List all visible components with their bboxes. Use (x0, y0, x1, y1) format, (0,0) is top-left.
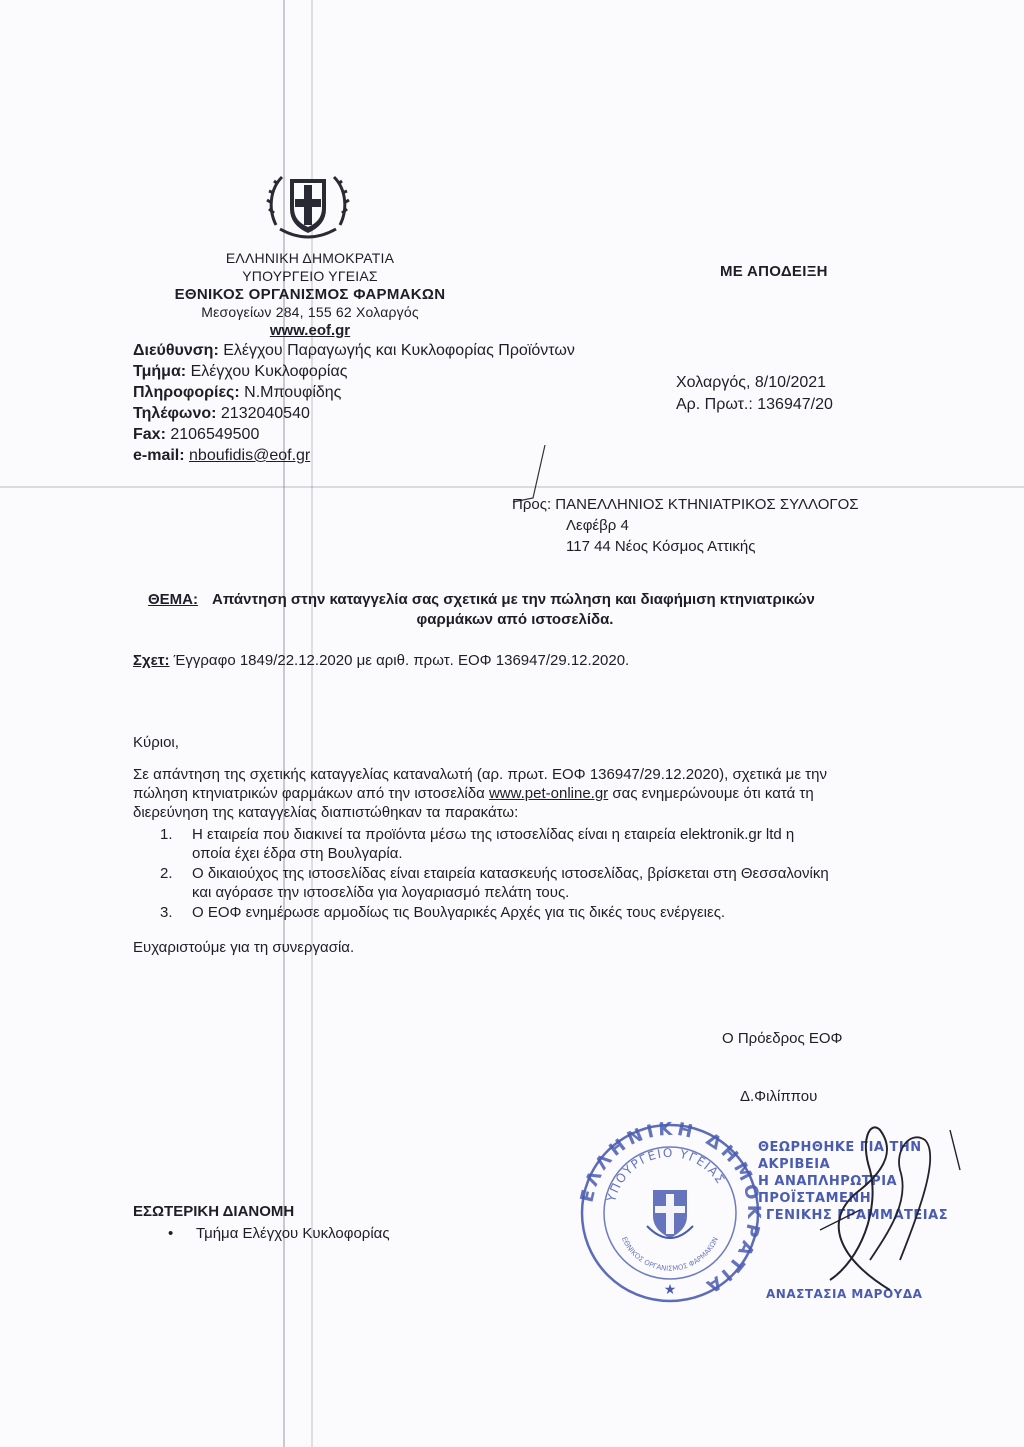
email-link[interactable]: nboufidis@eof.gr (189, 447, 311, 464)
protocol-number: Αρ. Πρωτ.: 136947/20 (676, 396, 833, 413)
email-row: e-mail: nboufidis@eof.gr (133, 447, 311, 464)
svg-text:ΕΘΝΙΚΟΣ ΟΡΓΑΝΙΣΜΟΣ ΦΑΡΜΑΚΩΝ (620, 1236, 720, 1273)
seal-outer-text: ΕΛΛΗΝΙΚΗ ΔΗΜΟΚΡΑΤΙΑ (576, 1118, 765, 1299)
p1-text-b: σας ενημερώνουμε ότι κατά τη (608, 785, 814, 802)
distribution-item-label: Τμήμα Ελέγχου Κυκλοφορίας (196, 1225, 390, 1242)
list-item (160, 864, 920, 902)
recipient-block: Προς: ΠΑΝΕΛΛΗΝΙΟΣ ΚΤΗΝΙΑΤΡΙΚΟΣ ΣΥΛΛΟΓΟΣ Λεφέβρ 4 117 44 Νέος Κόσμος Αττικής (512, 496, 859, 555)
stamp-line-1: ΘΕΩΡΗΘΗΚΕ ΓΙΑ ΤΗΝ ΑΚΡΙΒΕΙΑ (758, 1140, 922, 1172)
phone-label: Τηλέφωνο (133, 405, 212, 422)
p1-line-3: διερεύνηση της καταγγελίας διαπιστώθηκαν τα παρακάτω: (133, 804, 519, 821)
list-item (160, 825, 920, 863)
svg-text:★: ★ (663, 1281, 677, 1297)
stamp-line-3: ΓΕΝΙΚΗΣ ΓΡΑΜΜΑΤΕΙΑΣ (766, 1208, 949, 1223)
organization-name: ΕΘΝΙΚΟΣ ΟΡΓΑΝΙΣΜΟΣ ΦΑΡΜΑΚΩΝ (174, 286, 446, 303)
phone-value: 2132040540 (220, 405, 310, 422)
distribution-item (168, 1224, 390, 1243)
recipient-street: Λεφέβρ 4 (566, 517, 629, 534)
list-item-text: Η εταιρεία που διακινεί τα προϊόντα μέσω της ιστοσελίδας είναι η εταιρεία elektronik.gr ltd η (192, 826, 795, 843)
list-item-text-cont: οποία έχει έδρα στη Βουλγαρία. (192, 845, 403, 862)
receipt-note: ΜΕ ΑΠΟΔΕΙΞΗ (720, 263, 828, 280)
distribution-title: ΕΣΩΤΕΡΙΚΗ ΔΙΑΝΟΜΗ (133, 1203, 295, 1220)
reference-label: Σχετ: (133, 652, 170, 669)
subject-line-2: φαρμάκων από ιστοσελίδα. (416, 611, 614, 628)
seal-bottom-text: ΕΘΝΙΚΟΣ ΟΡΓΑΝΙΣΜΟΣ ΦΑΡΜΑΚΩΝ (619, 1235, 720, 1273)
info-row: Πληροφορίες: Ν.Μπουφίδης (133, 384, 342, 401)
thanks-line: Ευχαριστούμε για τη συνεργασία. (133, 939, 355, 956)
reference-text: Έγγραφο 1849/22.12.2020 με αριθ. πρωτ. ΕΟΦ 136947/29.12.2020. (173, 652, 630, 669)
recipient-label: Προς (512, 496, 547, 513)
fax-value: 2106549500 (170, 426, 260, 443)
state-name: ΕΛΛΗΝΙΚΗ ΔΗΜΟΚΡΑΤΙΑ (225, 250, 395, 266)
list-item-text-cont: και αγόρασε την ιστοσελίδα για λογαριασμό πελάτη τους. (192, 884, 570, 901)
department-row: Τμήμα: Ελέγχου Κυκλοφορίας (133, 363, 348, 380)
email-label: e-mail (133, 447, 180, 464)
round-seal-icon (575, 1118, 765, 1313)
recipient-city: 117 44 Νέος Κόσμος Αττικής (566, 538, 756, 555)
signatory-name: Δ.Φιλίππου (740, 1088, 818, 1105)
list-item-number: 1. (160, 826, 173, 843)
bullet-icon: • (168, 1225, 174, 1242)
stamp-signer-name: ΑΝΑΣΤΑΣΙΑ ΜΑΡΟΥΔΑ (766, 1287, 923, 1301)
info-value: Ν.Μπουφίδης (244, 384, 342, 401)
reference-line (133, 651, 629, 670)
info-label: Πληροφορίες (133, 384, 235, 401)
recipient-name: ΠΑΝΕΛΛΗΝΙΟΣ ΚΤΗΝΙΑΤΡΙΚΟΣ ΣΥΛΛΟΓΟΣ (555, 496, 859, 513)
department-label: Τμήμα (133, 363, 181, 380)
directorate-row: Διεύθυνση: Ελέγχου Παραγωγής και Κυκλοφορίας Προϊόντων (133, 342, 575, 359)
list-item-text: Ο δικαιούχος της ιστοσελίδας είναι εταιρεία κατασκευής ιστοσελίδας, βρίσκεται στη Θεσσαλονίκη (192, 865, 829, 882)
paragraph-1 (133, 765, 923, 822)
pet-online-link[interactable]: www.pet-online.gr (488, 785, 609, 802)
website-link[interactable]: www.eof.gr (269, 322, 351, 339)
list-item-text: Ο ΕΟΦ ενημέρωσε αρμοδίως τις Βουλγαρικές Αρχές για τις δικές τους ενέργειες. (192, 904, 726, 921)
organization-address: Μεσογείων 284, 155 62 Χολαργός (201, 304, 419, 320)
p1-line-2 (133, 784, 923, 803)
list-item-number: 3. (160, 904, 173, 921)
subject-label: ΘΕΜΑ: (148, 591, 198, 608)
sender-details (133, 340, 633, 466)
list-item-number: 2. (160, 865, 173, 882)
p1-text-a: πώληση κτηνιατρικών φαρμάκων από την ιστοσελίδα (133, 785, 489, 802)
directorate-label: Διεύθυνση (133, 342, 214, 359)
date-line: Χολαργός, 8/10/2021 (676, 374, 827, 391)
subject-line-1: Απάντηση στην καταγγελία σας σχετικά με την πώληση και διαφήμιση κτηνιατρικών (212, 591, 815, 608)
coat-of-arms-icon (266, 163, 350, 252)
seal-inner-text: ΥΠΟΥΡΓΕΙΟ ΥΓΕΙΑΣ (604, 1145, 729, 1204)
handwritten-signature (800, 1110, 970, 1300)
list-item (160, 903, 920, 922)
directorate-value: Ελέγχου Παραγωγής και Κυκλοφορίας Προϊόντων (223, 342, 575, 359)
stamp-line-2: Η ΑΝΑΠΛΗΡΩΤΡΙΑ ΠΡΟΪΣΤΑΜΕΝΗ (758, 1174, 898, 1206)
ministry-name: ΥΠΟΥΡΓΕΙΟ ΥΓΕΙΑΣ (242, 268, 378, 284)
findings-list (160, 825, 920, 922)
signatory-title: Ο Πρόεδρος ΕΟΦ (722, 1030, 843, 1047)
salutation: Κύριοι, (133, 734, 179, 751)
subject-block (148, 590, 928, 610)
fax-row: Fax: 2106549500 (133, 426, 260, 443)
p1-line-1: Σε απάντηση της σχετικής καταγγελίας καταναλωτή (αρ. πρωτ. ΕΟΦ 136947/29.12.2020), σχετικά με την (133, 766, 827, 783)
department-value: Ελέγχου Κυκλοφορίας (190, 363, 348, 380)
phone-row: Τηλέφωνο: 2132040540 (133, 405, 310, 422)
fax-label: Fax (133, 426, 161, 443)
